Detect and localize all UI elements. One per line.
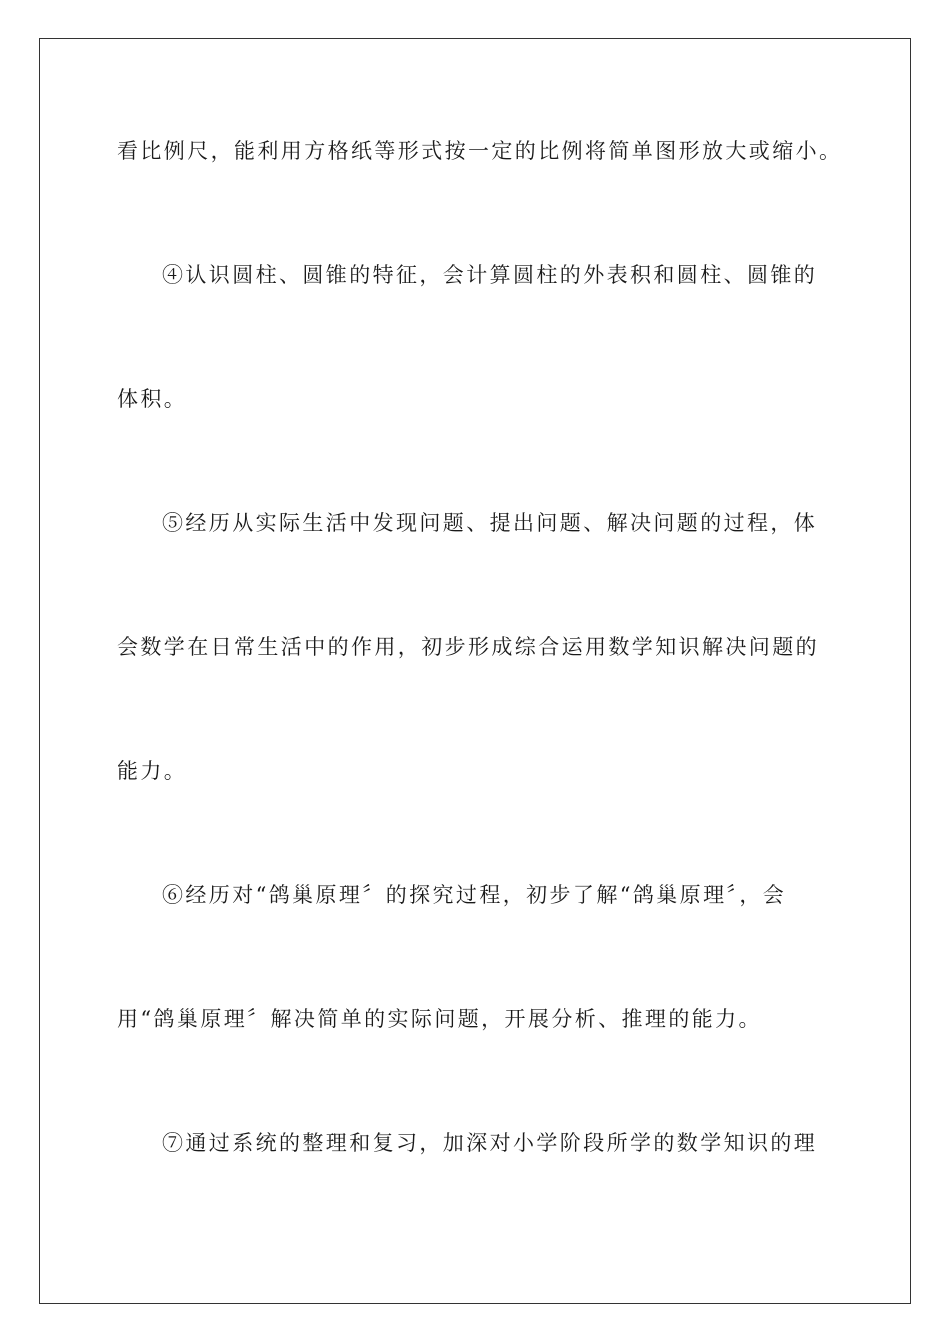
- text-line-7: ⑥经历对“鸽巢原理〞的探究过程，初步了解“鸽巢原理〞，会: [162, 883, 787, 907]
- text-line-2: ④认识圆柱、圆锥的特征，会计算圆柱的外表积和圆柱、圆锥的: [162, 263, 818, 287]
- text-line-5: 会数学在日常生活中的作用，初步形成综合运用数学知识解决问题的: [117, 635, 819, 659]
- text-line-4: ⑤经历从实际生活中发现问题、提出问题、解决问题的过程，体: [162, 511, 818, 535]
- text-line-1: 看比例尺，能利用方格纸等形式按一定的比例将简单图形放大或缩小。: [117, 139, 843, 163]
- text-line-8: 用“鸽巢原理〞解决简单的实际问题，开展分析、推理的能力。: [117, 1007, 762, 1031]
- text-line-3: 体积。: [117, 387, 188, 411]
- text-line-6: 能力。: [117, 759, 188, 783]
- page-frame: [39, 38, 911, 1304]
- text-line-9: ⑦通过系统的整理和复习，加深对小学阶段所学的数学知识的理: [162, 1131, 818, 1155]
